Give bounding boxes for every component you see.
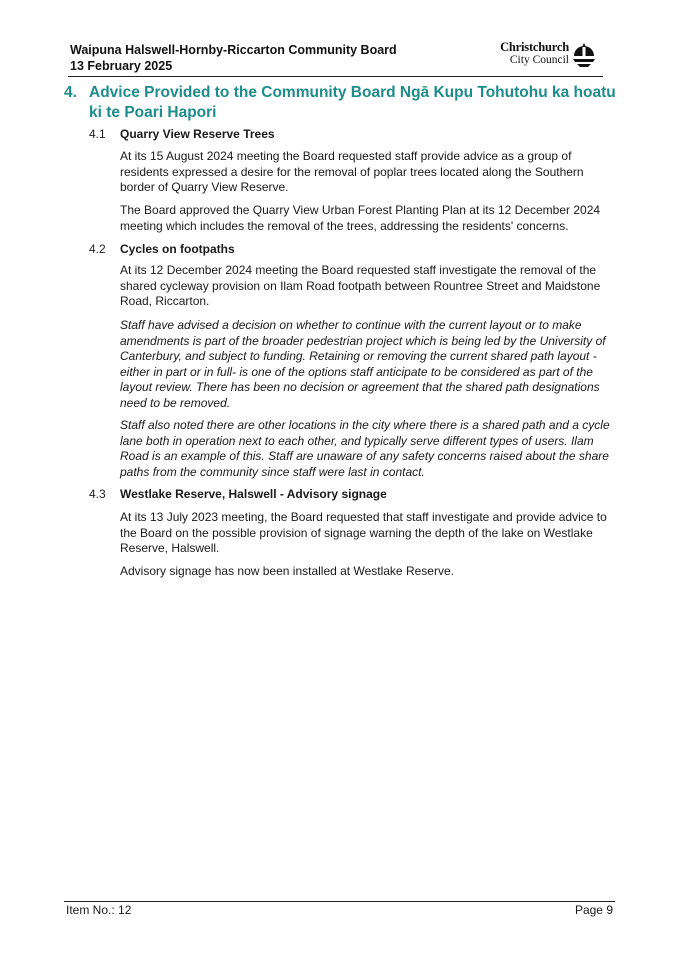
page-number: Page 9 [574, 903, 613, 917]
subsection-number: 4.3 [89, 487, 106, 501]
council-logo [495, 41, 599, 71]
paragraph-italic: Staff have advised a decision on whether to continue with the current layout or to make amendments is part of the broader pedestrian project which is being led by the University of Canterbury, and subject to funding. Retaining or removing the current shared path layout - either in part or in full- is one of the options staff anticipate to be considered as part of the layout review. There has been no decision or agreement that the shared path designations need to be removed. [120, 318, 606, 410]
meeting-date: 13 February 2025 [70, 59, 173, 73]
cathedral-logo-icon [571, 42, 597, 68]
paragraph: At its 12 December 2024 meeting the Board requested staff investigate the removal of the shared cycleway provision on Ilam Road footpath between Rountree Street and Maidstone Road, Riccarton. [120, 263, 601, 308]
board-name: Waipuna Halswell-Hornby-Riccarton Community Board [70, 43, 397, 57]
subsection-number: 4.2 [89, 242, 106, 256]
page-footer [64, 901, 615, 920]
subsection-title: Cycles on footpaths [120, 242, 235, 256]
section-title: Advice Provided to the Community Board Ngā Kupu Tohutohu ka hoatu ki te Poari Hapori [89, 84, 616, 121]
subsection-title: Quarry View Reserve Trees [120, 127, 275, 141]
paragraph: At its 13 July 2023 meeting, the Board requested that staff investigate and provide advice to the Board on the possible provision of signage warning the depth of the lake on Westlake Reserve, Halswell. [120, 510, 607, 555]
page-header [68, 40, 603, 77]
paragraph-italic: Staff also noted there are other locations in the city where there is a shared path and a cycle lane both in operation next to each other, and typically serve different types of users. Ilam Road is an example of this. Staff are unaware of any safety concerns raised about the share paths from the community since staff were last in contact. [120, 418, 610, 479]
header-info [70, 42, 397, 74]
logo-text-line2: City Council [509, 54, 569, 66]
subsection-number: 4.1 [89, 127, 106, 141]
paragraph: At its 15 August 2024 meeting the Board requested staff provide advice as a group of residents expressed a desire for the removal of poplar trees located along the Southern border of Quarry View Reserve. [120, 149, 584, 194]
subsection-title: Westlake Reserve, Halswell - Advisory signage [120, 487, 387, 501]
paragraph: Advisory signage has now been installed at Westlake Reserve. [120, 564, 454, 578]
logo-text-line1: Christchurch [500, 40, 569, 54]
section-number: 4. [64, 84, 77, 101]
paragraph: The Board approved the Quarry View Urban Forest Planting Plan at its 12 December 2024 meeting which includes the removal of the trees, addressing the residents' concerns. [120, 203, 601, 233]
item-number: Item No.: 12 [66, 903, 132, 917]
